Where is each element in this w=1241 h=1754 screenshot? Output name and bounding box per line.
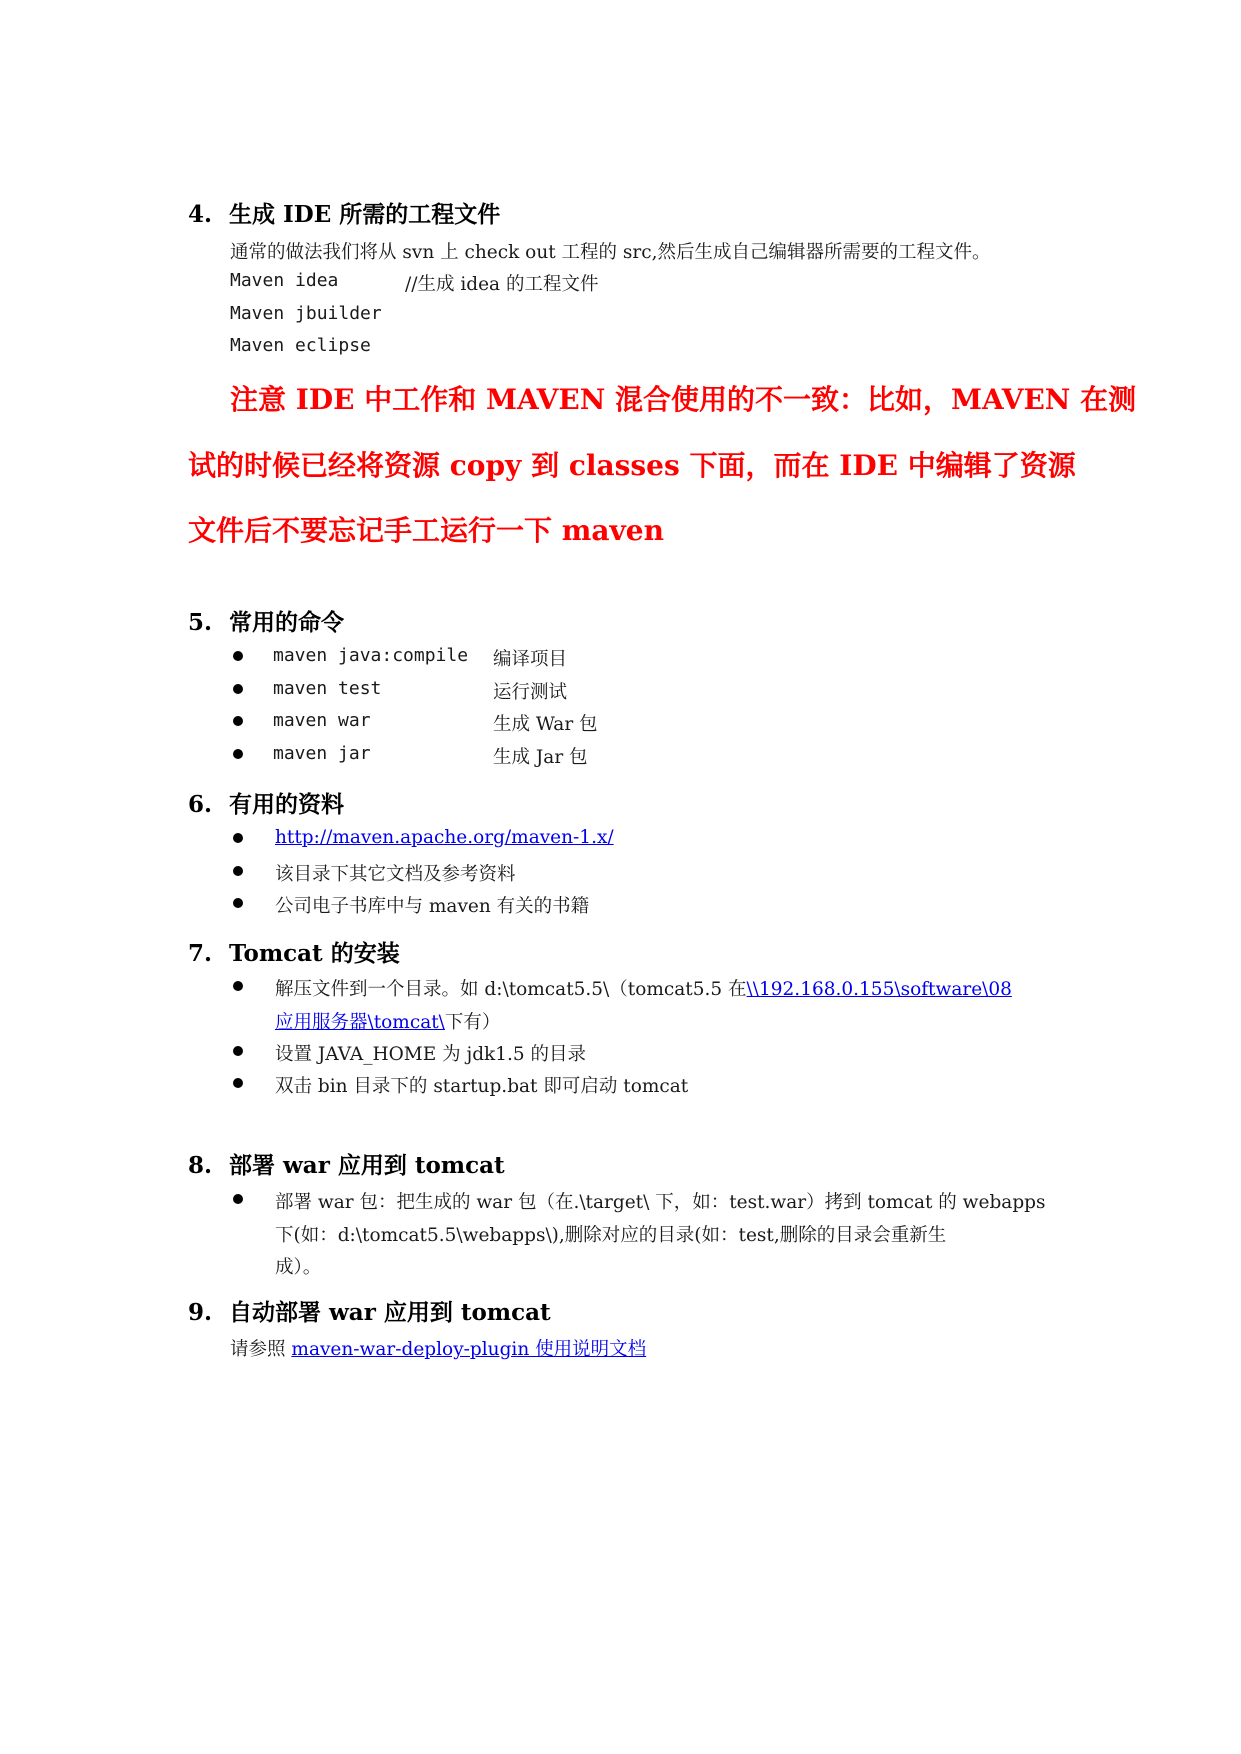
- command-maven-idea: Maven idea: [230, 270, 339, 291]
- list-item-text: 下(如：d:\tomcat5.5\webapps\),删除对应的目录(如：test,删除的目录会重新生: [275, 1225, 947, 1246]
- command-description: 编译项目: [493, 649, 568, 670]
- list-item-text: 成）。: [275, 1257, 322, 1278]
- list-item-text: 设置 JAVA_HOME 为 jdk1.5 的目录: [275, 1044, 587, 1065]
- section-number: 5.: [188, 609, 213, 636]
- maven-docs-link[interactable]: http://maven.apache.org/maven-1.x/: [275, 827, 614, 848]
- section-number: 4.: [188, 201, 213, 228]
- software-share-link[interactable]: \\192.168.0.155\software\08: [746, 979, 1012, 1000]
- command-description: 运行测试: [493, 682, 568, 703]
- command-name: maven test: [273, 678, 382, 699]
- command-maven-jbuilder: Maven jbuilder: [230, 303, 382, 324]
- section-title: 生成 IDE 所需的工程文件: [229, 201, 501, 228]
- bullet-dot: [233, 1078, 243, 1088]
- section-6-heading: [188, 786, 344, 819]
- section-title: 常用的命令: [229, 609, 344, 636]
- bullet-dot: [233, 898, 243, 908]
- bullet-dot: [233, 684, 243, 694]
- command-name: maven war: [273, 710, 371, 731]
- unzip-instruction: 解压文件到一个目录。如 d:\tomcat5.5\（tomcat5.5 在: [275, 979, 747, 1000]
- list-item-text: [275, 975, 1012, 1001]
- warning-line-1: 注意 IDE 中工作和 MAVEN 混合使用的不一致：比如，MAVEN 在测: [230, 383, 1137, 416]
- section-9-heading: [188, 1294, 551, 1327]
- section-7-heading: [188, 935, 400, 968]
- bullet-dot: [233, 749, 243, 759]
- reference-prefix: 请参照: [230, 1339, 286, 1360]
- section-4-heading: [188, 196, 500, 229]
- section-4-intro: 通常的做法我们将从 svn 上 check out 工程的 src,然后生成自己编辑器所需要的工程文件。: [230, 242, 991, 263]
- command-description: 生成 Jar 包: [493, 747, 588, 768]
- war-deploy-plugin-doc-link[interactable]: maven-war-deploy-plugin 使用说明文档: [291, 1339, 647, 1360]
- bullet-dot: [233, 716, 243, 726]
- command-maven-eclipse: Maven eclipse: [230, 335, 371, 356]
- section-number: 8.: [188, 1152, 213, 1179]
- list-item-text: 双击 bin 目录下的 startup.bat 即可启动 tomcat: [275, 1076, 689, 1097]
- bullet-dot: [233, 1194, 243, 1204]
- reference-line: [230, 1335, 646, 1361]
- command-name: maven jar: [273, 743, 371, 764]
- section-number: 7.: [188, 940, 213, 967]
- section-title: 部署 war 应用到 tomcat: [229, 1152, 505, 1179]
- bullet-dot: [233, 833, 243, 843]
- warning-line-3: 文件后不要忘记手工运行一下 maven: [188, 514, 664, 547]
- section-8-heading: [188, 1147, 505, 1180]
- list-item-text: 该目录下其它文档及参考资料: [275, 864, 516, 885]
- section-number: 6.: [188, 791, 213, 818]
- section-title: 自动部署 war 应用到 tomcat: [229, 1299, 551, 1326]
- warning-line-2: 试的时候已经将资源 copy 到 classes 下面，而在 IDE 中编辑了资源: [188, 449, 1076, 482]
- bullet-dot: [233, 651, 243, 661]
- software-share-link-continued[interactable]: 应用服务器\tomcat\: [275, 1012, 445, 1033]
- list-item-continuation: [275, 1008, 500, 1034]
- list-item-text: 部署 war 包：把生成的 war 包（在.\target\ 下，如：test.war）拷到 tomcat 的 webapps: [275, 1192, 1046, 1213]
- section-5-heading: [188, 604, 344, 637]
- unzip-instruction-tail: 下有）: [444, 1012, 501, 1033]
- list-item-text: 公司电子书库中与 maven 有关的书籍: [275, 896, 590, 917]
- bullet-dot: [233, 981, 243, 991]
- command-name: maven java:compile: [273, 645, 469, 666]
- section-number: 9.: [188, 1299, 213, 1326]
- command-comment: //生成 idea 的工程文件: [405, 274, 599, 295]
- bullet-dot: [233, 1046, 243, 1056]
- command-description: 生成 War 包: [493, 714, 598, 735]
- bullet-dot: [233, 866, 243, 876]
- section-title: Tomcat 的安装: [229, 940, 400, 967]
- section-title: 有用的资料: [229, 791, 344, 818]
